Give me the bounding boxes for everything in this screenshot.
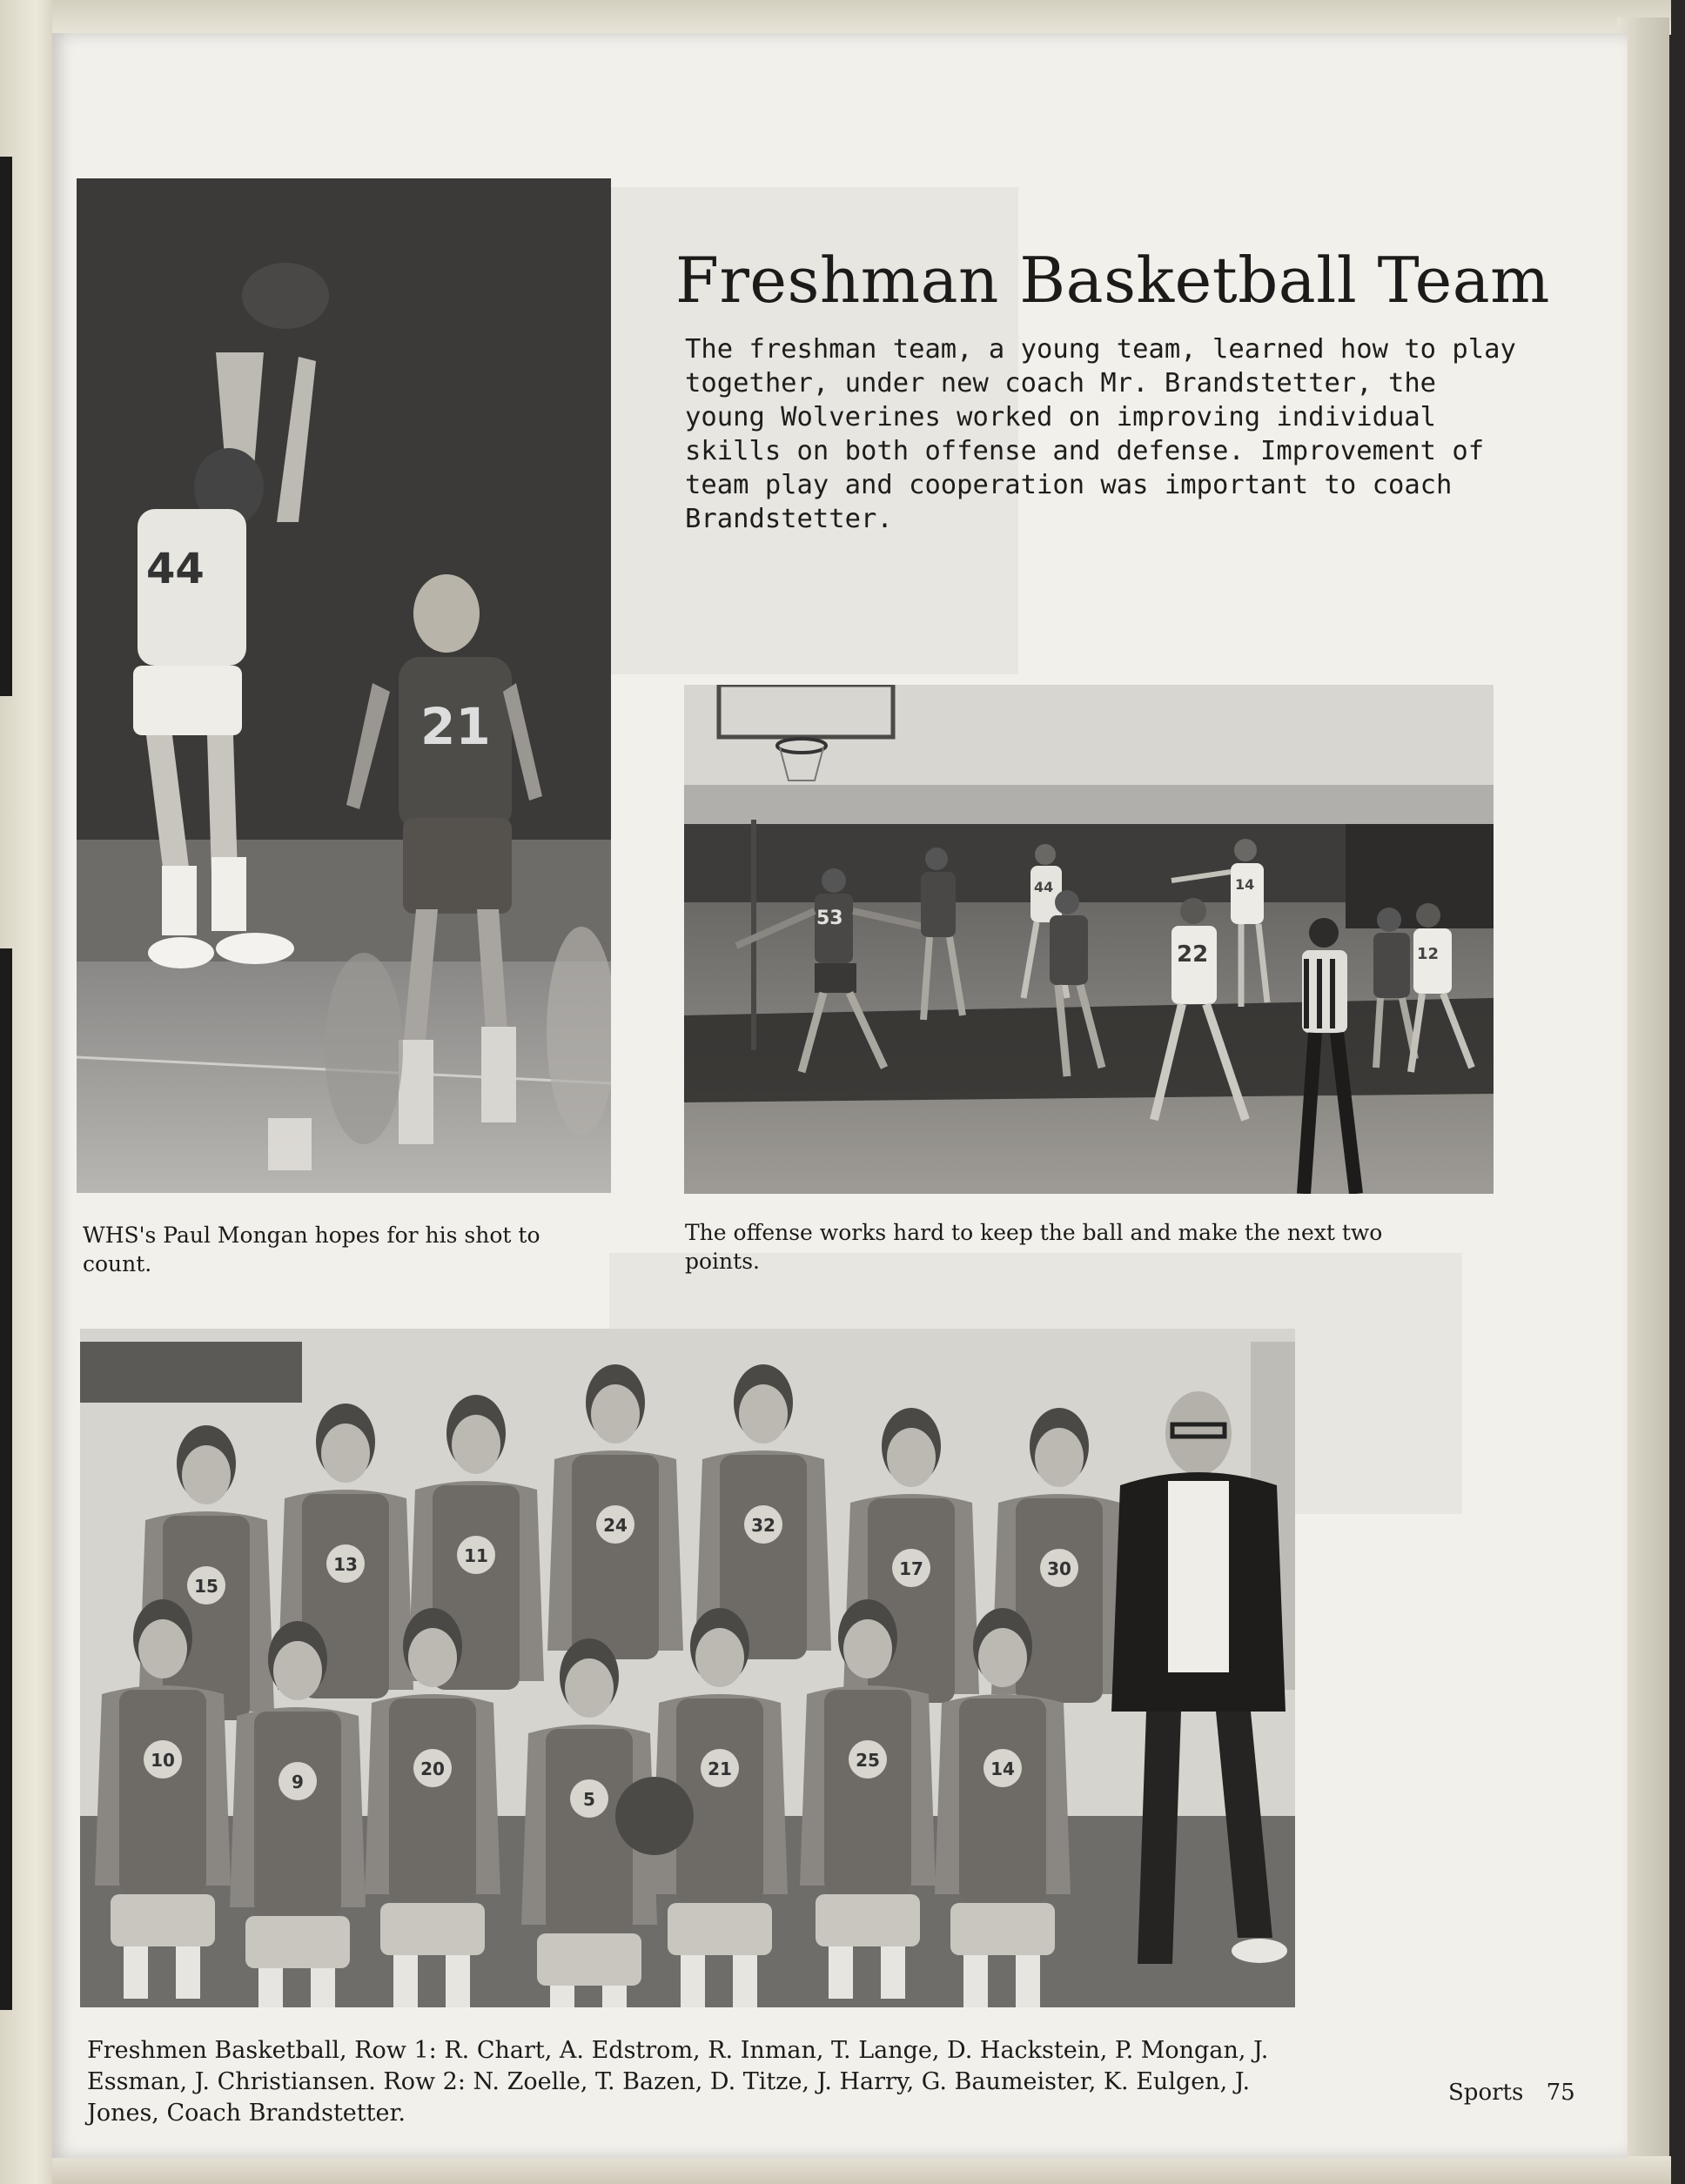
back-row-jersey-number: 13 [333,1554,358,1575]
front-row-jersey-number: 9 [292,1772,304,1792]
caption-jump-shot: WHS's Paul Mongan hopes for his shot to count. [83,1223,540,1276]
page-top-edge [52,0,1671,35]
back-row-jersey-number: 30 [1047,1558,1071,1579]
back-row-jersey-number: 17 [899,1558,923,1579]
jersey-number-12: 12 [1417,945,1440,963]
back-row-jersey-number: 32 [751,1515,775,1536]
front-row-jersey-number: 14 [990,1759,1015,1779]
jersey-number-53: 53 [816,908,843,929]
back-row-jersey-number: 11 [464,1545,488,1566]
section-name: Sports [1448,2080,1524,2106]
photo-team-portrait [80,1329,1295,2007]
basketball [615,1777,694,1855]
page-number: 75 [1546,2080,1575,2106]
front-row-jersey-number: 25 [856,1750,880,1771]
front-row-jersey-number: 21 [708,1759,732,1779]
photo-jump-shot [77,178,611,1193]
page-footer [1448,2080,1575,2106]
article-intro: The freshman team, a young team, learned how to play together, under new coach Mr. Brandstetter, the young Wolverines worked on improving individual skills on both offense and defense. Improvement of team play and cooperation was important to coach Brandstetter. [685,334,1516,534]
front-row-jersey-number: 10 [151,1750,175,1771]
facing-page-edge [0,948,12,2010]
back-row-jersey-number: 15 [194,1576,218,1597]
page-bottom-edge [52,2156,1671,2184]
jersey-number-44: 44 [146,545,205,593]
front-row-jersey-number: 5 [583,1789,595,1810]
article-title: Freshman Basketball Team [675,244,1550,317]
jersey-number-21: 21 [420,697,491,756]
jersey-number-14: 14 [1235,876,1255,893]
back-row-jersey-number: 24 [603,1515,628,1536]
caption-offense: The offense works hard to keep the ball and make the next two points. [685,1220,1383,1274]
jersey-number-44-small: 44 [1034,879,1054,895]
caption-team: Freshmen Basketball, Row 1: R. Chart, A. Edstrom, R. Inman, T. Lange, D. Hackstein, P. Mongan, J. Essman, J. Christiansen. Row 2: N. Zoelle, T. Bazen, D. Titze, J. Harry, G. Baumeister, K. Eulgen, J. Jones, Coach Brandstetter. [87,2037,1269,2127]
jersey-number-22: 22 [1177,941,1209,968]
facing-page-edge [0,157,12,696]
front-row-jersey-number: 20 [420,1759,445,1779]
photo-offense [684,685,1494,1194]
